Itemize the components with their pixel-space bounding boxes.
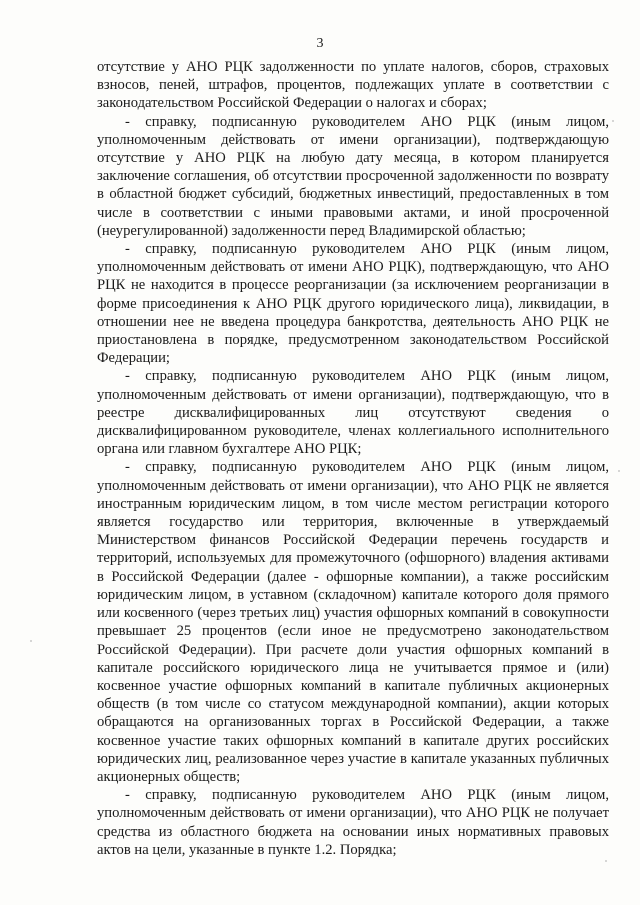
page-number: 3 <box>316 36 324 51</box>
scan-noise-dot <box>618 470 620 472</box>
scan-noise-dot <box>605 860 607 862</box>
paragraph-certificate-disqualified-persons: - справку, подписанную руководителем АНО РЦК (иным лицом, уполномоченным действовать от имени организации), подтверждающую, что в реестре дисквалифицированных лиц отсутствуют сведения о дисквалифицированном руководителе, членах коллегиального исполнительного органа или главном бухгалтере АНО РЦК; <box>97 368 609 458</box>
paragraph-certificate-reorganization: - справку, подписанную руководителем АНО РЦК (иным лицом, уполномоченным действовать от имени АНО РЦК), подтверждающую, что АНО РЦК не находится в процессе реорганизации (за исключением реорганизации в форме присоединения к АНО РЦК другого юридического лица), ликвидации, в отношении нее не введена процедура банкротства, деятельность АНО РЦК не приостановлена в порядке, предусмотренном законодательством Российской Федерации; <box>97 241 609 367</box>
document-body <box>97 58 609 859</box>
paragraph-certificate-offshore: - справку, подписанную руководителем АНО РЦК (иным лицом, уполномоченным действовать от имени организации), что АНО РЦК не является иностранным юридическим лицом, в том числе местом регистрации которого является государство или территория, включенные в утверждаемый Министерством финансов Российской Федерации перечень государств и территорий, используемых для промежуточного (офшорного) владения активами в Российской Федерации (далее - офшорные компании), а также российским юридическим лицом, в уставном (складочном) капитале которого доля прямого или косвенного (через третьих лиц) участия офшорных компаний в совокупности превышает 25 процентов (если иное не предусмотрено законодательством Российской Федерации). При расчете доли участия офшорных компаний в капитале российского юридического лица не учитывается прямое и (или) косвенное участие офшорных компаний в капитале публичных акционерных обществ (в том числе со статусом международной компании), акции которых обращаются на организованных торгах в Российской Федерации, а также косвенное участие таких офшорных компаний в капитале других российских юридических лиц, реализованное через участие в капитале указанных публичных акционерных обществ; <box>97 459 609 785</box>
scan-noise-dot <box>612 120 614 122</box>
paragraph-tax-debt-continuation: отсутствие у АНО РЦК задолженности по уплате налогов, сборов, страховых взносов, пеней, штрафов, процентов, подлежащих уплате в соответствии с законодательством Российской Федерации о налогах и сборах; <box>97 59 609 112</box>
paragraph-certificate-other-funding: - справку, подписанную руководителем АНО РЦК (иным лицом, уполномоченным действовать от имени организации), что АНО РЦК не получает средства из областного бюджета на основании иных нормативных правовых актов на цели, указанные в пункте 1.2. Порядка; <box>97 787 609 858</box>
scan-noise-dot <box>30 640 32 642</box>
paragraph-certificate-overdue-debt: - справку, подписанную руководителем АНО РЦК (иным лицом, уполномоченным действовать от имени организации), подтверждающую отсутствие у АНО РЦК на любую дату месяца, в котором планируется заключение соглашения, об отсутствии просроченной задолженности по возврату в областной бюджет субсидий, бюджетных инвестиций, предоставленных в том числе в соответствии с иными правовыми актами, и иной просроченной (неурегулированной) задолженности перед Владимирской областью; <box>97 113 609 239</box>
